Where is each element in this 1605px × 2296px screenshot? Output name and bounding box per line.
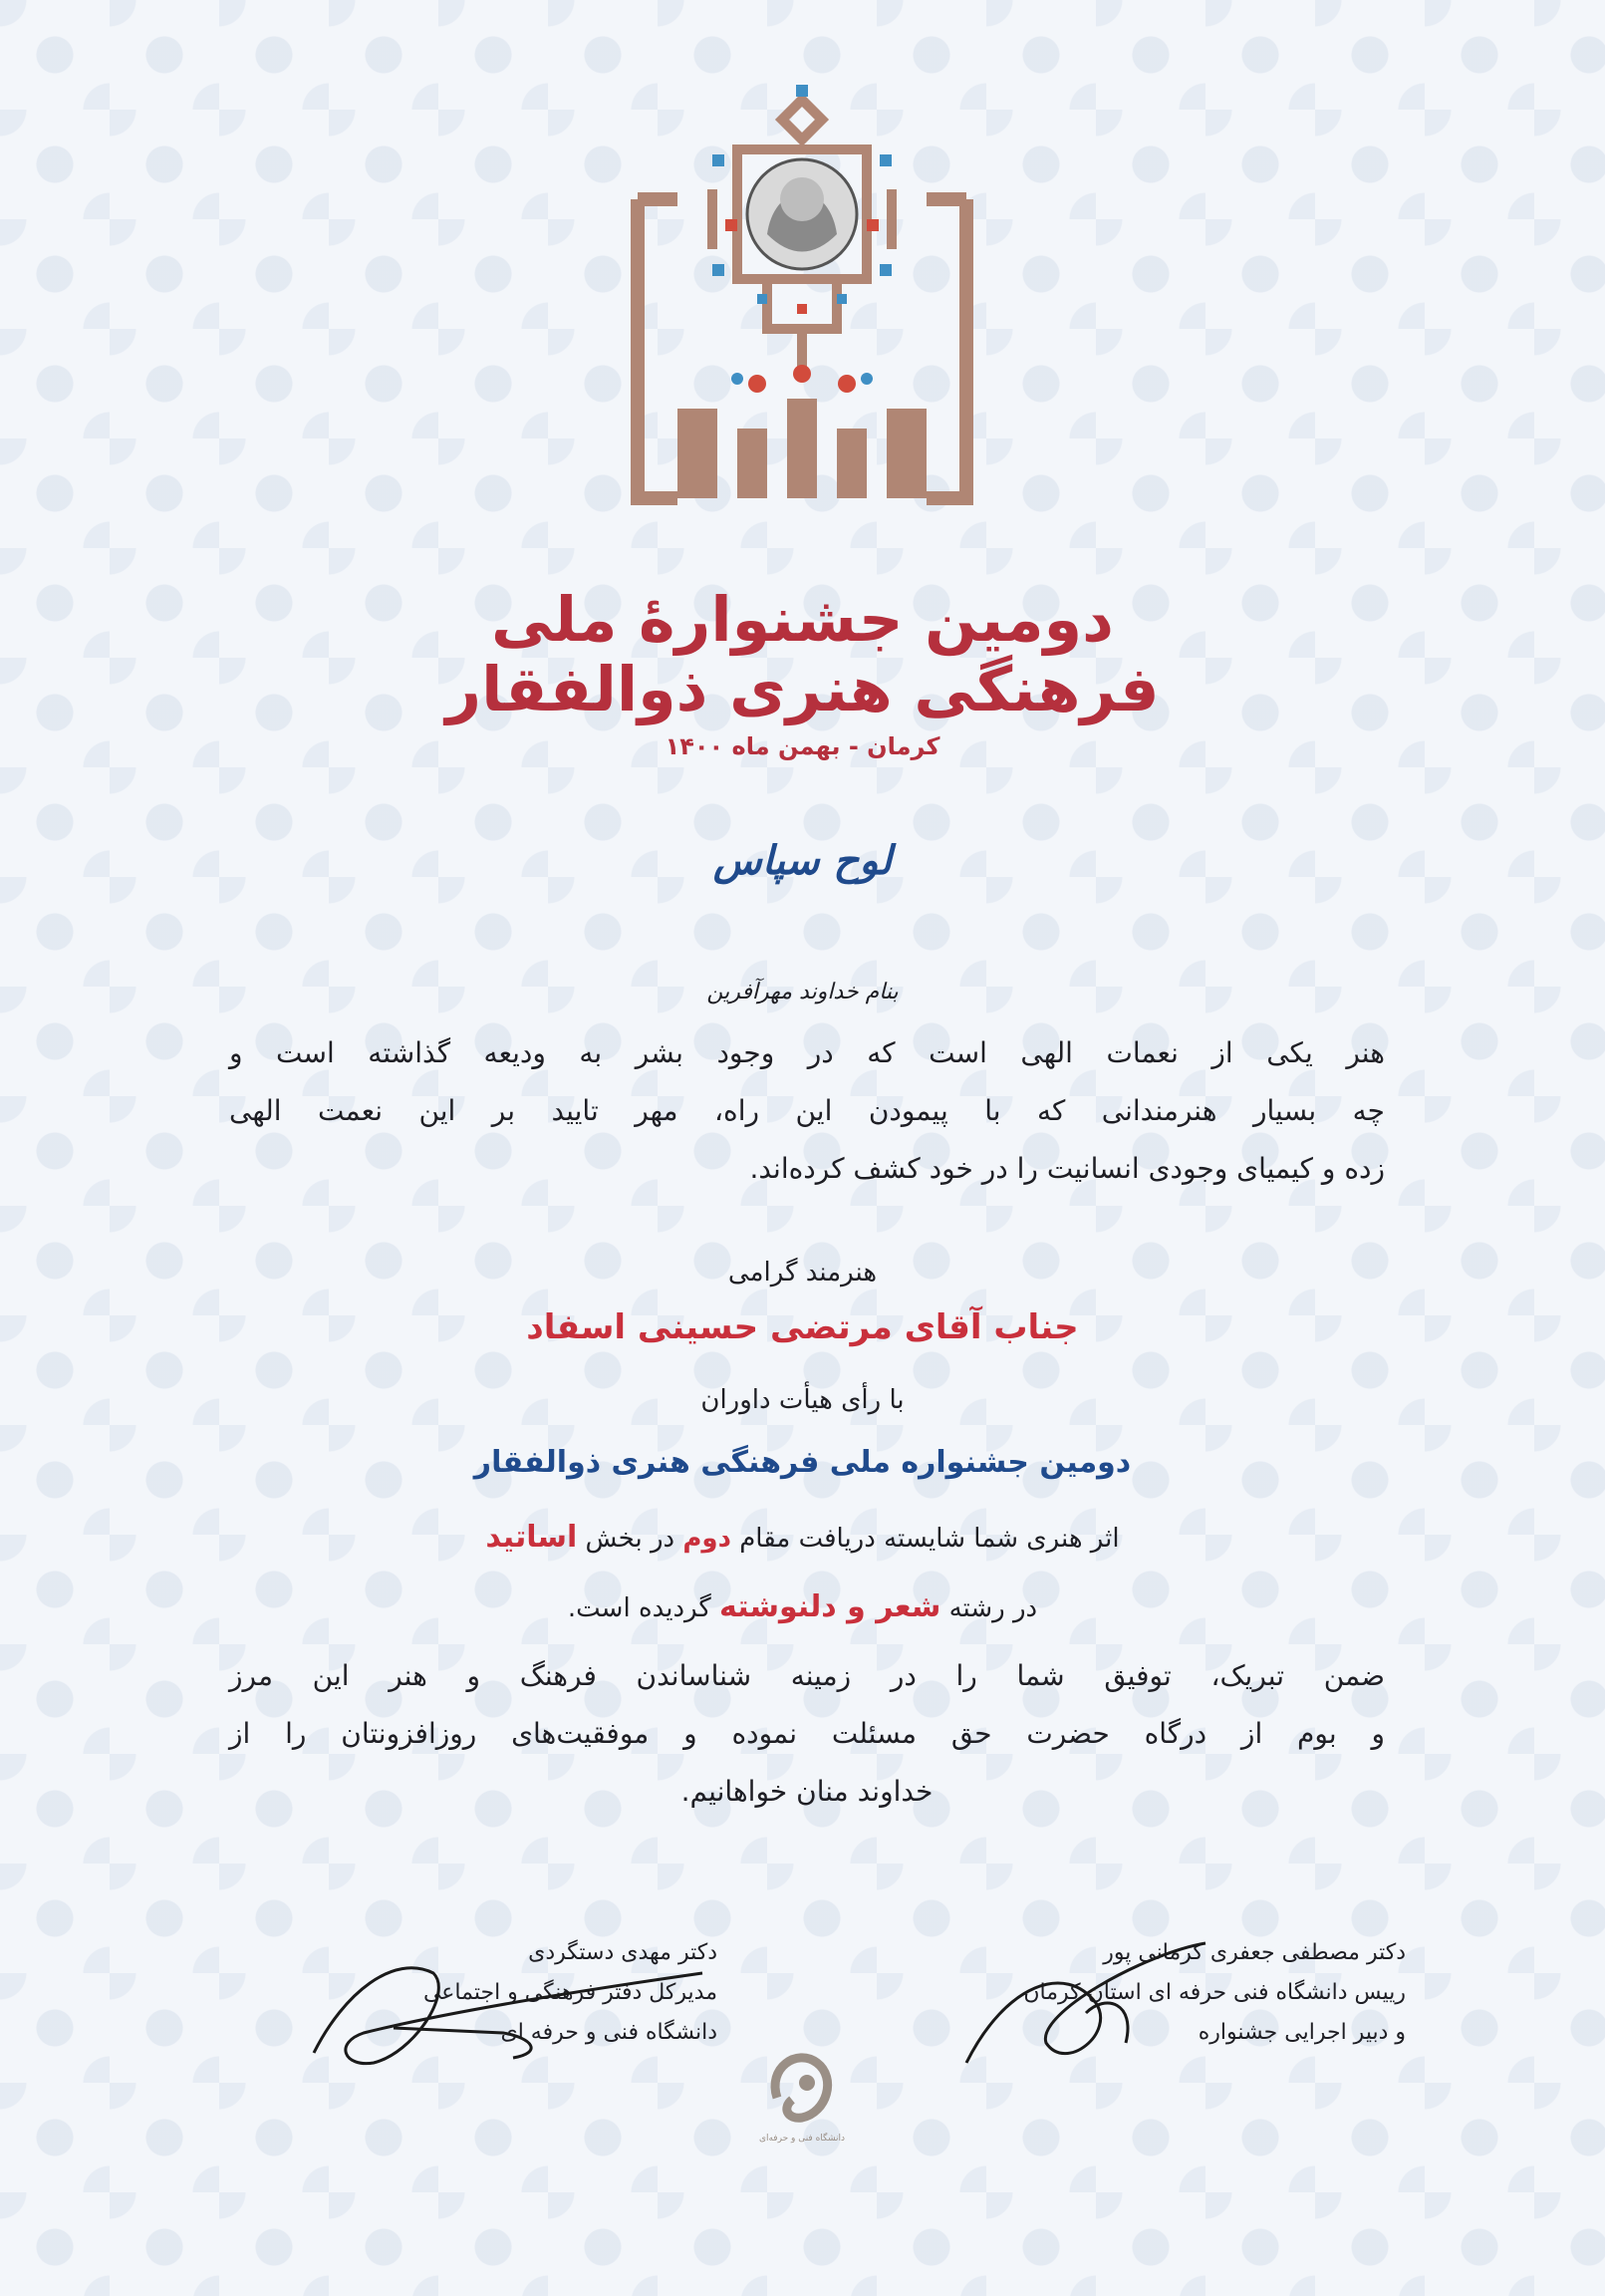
field-prefix: در رشته — [948, 1593, 1038, 1623]
festival-title-line2: فرهنگی هنری ذوالفقار — [445, 653, 1160, 725]
closing-line-1: ضمن تبریک، توفیق شما را در زمینه شناساندن فرهنگ و هنر این مرز — [229, 1659, 1385, 1692]
festival-location-date: کرمان - بهمن ماه ۱۴۰۰ — [665, 732, 940, 760]
signatory-left-role1: مدیرکل دفتر فرهنگی و اجتماعی — [422, 1980, 717, 2005]
closing-line-3: خداوند منان خواهانیم. — [680, 1775, 934, 1808]
signature-right — [946, 1923, 1225, 2093]
closing-line-2: و بوم از درگاه حضرت حق مسئلت نموده و موفقیت‌های روزافزونتان را از — [229, 1717, 1385, 1750]
festival-emblem-logo — [618, 80, 986, 578]
field-line — [0, 1589, 1605, 1624]
recipient-name: جناب آقای مرتضی حسینی اسفاد — [526, 1307, 1079, 1347]
award-mid: در بخش — [585, 1524, 675, 1554]
intro-paragraph — [229, 1036, 1385, 1210]
bismillah: بنام خداوند مهرآفرین — [706, 980, 899, 1004]
intro-line-2: چه بسیار هنرمندانی که با پیمودن این راه، مهر تایید بر این نعمت الهی — [229, 1094, 1385, 1127]
festival-title-line1: دومین جشنوارۀ ملی — [491, 583, 1114, 656]
award-rank: دوم — [682, 1524, 731, 1554]
award-section: اساتید — [485, 1520, 578, 1555]
signatory-right-name: دکتر مصطفی جعفری کرمانی پور — [1103, 1940, 1406, 1965]
award-prefix: اثر هنری شما شایسته دریافت مقام — [739, 1524, 1120, 1554]
signature-left — [304, 1933, 722, 2093]
festival-name: دومین جشنواره ملی فرهنگی هنری ذوالفقار — [473, 1445, 1132, 1480]
certificate-title: لوح سپاس — [712, 837, 893, 884]
intro-line-3: زده و کیمیای وجودی انسانیت را در خود کشف کرده‌اند. — [749, 1152, 1385, 1185]
signatory-right-role2: و دبیر اجرایی جشنواره — [1198, 2020, 1406, 2045]
university-logo — [757, 2038, 847, 2148]
intro-line-1: هنر یکی از نعمات الهی است که در وجود بشر به ودیعه گذاشته است و — [229, 1036, 1385, 1069]
field-name: شعر و دلنوشته — [719, 1589, 941, 1624]
signatory-right-role1: رییس دانشگاه فنی حرفه ای استان کرمان — [1023, 1980, 1406, 2005]
salutation: هنرمند گرامی — [727, 1258, 878, 1288]
judges-vote: با رأی هیأت داوران — [700, 1385, 905, 1415]
university-logo-caption: دانشگاه فنی و حرفه‌ای — [758, 2134, 846, 2144]
signatory-left-role2: دانشگاه فنی و حرفه ای — [500, 2020, 717, 2045]
field-suffix: گردیده است. — [567, 1593, 711, 1623]
signatory-left-name: دکتر مهدی دستگردی — [528, 1940, 717, 1965]
closing-paragraph — [229, 1659, 1385, 1833]
award-line — [0, 1520, 1605, 1555]
